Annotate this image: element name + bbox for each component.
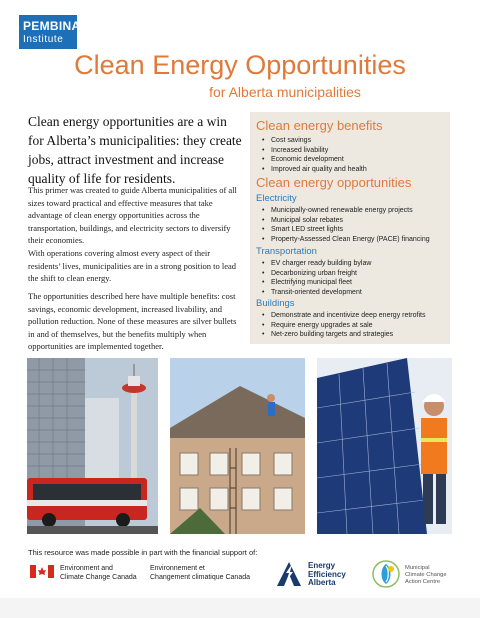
eccc-name-en: Environment and Climate Change Canada: [60, 565, 137, 581]
list-item: • Improved air quality and health: [262, 165, 367, 175]
list-item: • Smart LED street lights: [262, 225, 430, 235]
pembina-logo: [19, 15, 81, 49]
benefits-heading: Clean energy benefits: [256, 118, 383, 133]
photo-solar-panel-worker: [317, 358, 452, 534]
logo-line-2: Institute: [23, 34, 64, 45]
page-title: Clean Energy Opportunities: [74, 50, 406, 80]
electricity-list: [262, 206, 430, 244]
list-item: • Require energy upgrades at sale: [262, 321, 425, 331]
list-item: • Municipally-owned renewable energy projects: [262, 206, 430, 216]
mccac-name: Municipal Climate Change Action Centre: [405, 565, 447, 585]
mccac-logo-icon: [372, 560, 400, 588]
list-item: • Increased livability: [262, 146, 367, 156]
logo-line-1: PEMBINA: [23, 19, 81, 33]
section-heading-electricity: Electricity: [256, 193, 297, 204]
energy-efficiency-alberta-logo-icon: [275, 560, 303, 588]
list-item: • Economic development: [262, 155, 367, 165]
transportation-list: [262, 259, 371, 297]
section-heading-buildings: Buildings: [256, 298, 295, 309]
photo-city-bus: [27, 358, 158, 534]
support-statement: This resource was made possible in part with the financial support of:: [28, 548, 258, 557]
opportunities-sidebar: [250, 112, 450, 344]
eccc-name-fr: Environnement et Changement climatique Canada: [150, 565, 251, 581]
photo-rooftop-solar-install: [170, 358, 305, 534]
list-item: • Cost savings: [262, 136, 367, 146]
body-paragraph: This primer was created to guide Alberta municipalities of all sizes toward practical and effective measures that take advantage of clean energy opportunities across the transportation, buildings, and electricity sectors to diversify their economies.: [28, 185, 237, 246]
list-item: • Property-Assessed Clean Energy (PACE) financing: [262, 235, 430, 245]
lead-paragraph: Clean energy opportunities are a win for Alberta’s municipalities: they create jobs, attract investment and increase quality of life for residents.: [28, 114, 242, 186]
body-paragraph: The opportunities described here have multiple benefits: cost savings, economic development, increased livability, and pollution reduction. None of these measures are silver bullets in and of themselves, but the benefits multiply when opportunities are implemented together.: [28, 291, 237, 352]
energy-efficiency-alberta-name: Energy Efficiency Alberta: [308, 561, 346, 587]
page-subtitle: for Alberta municipalities: [209, 84, 361, 100]
page-footer-strip: [0, 598, 480, 618]
list-item: • Transit-oriented development: [262, 288, 371, 298]
buildings-list: [262, 311, 425, 340]
opportunities-heading: Clean energy opportunities: [256, 175, 412, 190]
list-item: • Decarbonizing urban freight: [262, 269, 371, 279]
list-item: • EV charger ready building bylaw: [262, 259, 371, 269]
canada-flag-icon: [30, 565, 54, 578]
benefits-list: [262, 136, 367, 174]
list-item: • Electrifying municipal fleet: [262, 278, 371, 288]
list-item: • Net-zero building targets and strategies: [262, 330, 425, 340]
list-item: • Municipal solar rebates: [262, 216, 430, 226]
list-item: • Demonstrate and incentivize deep energy retrofits: [262, 311, 425, 321]
body-paragraph: With operations covering almost every aspect of their residents’ lives, municipalities are in a strong position to lead the shift to clean energy.: [28, 248, 237, 284]
section-heading-transportation: Transportation: [256, 246, 317, 257]
